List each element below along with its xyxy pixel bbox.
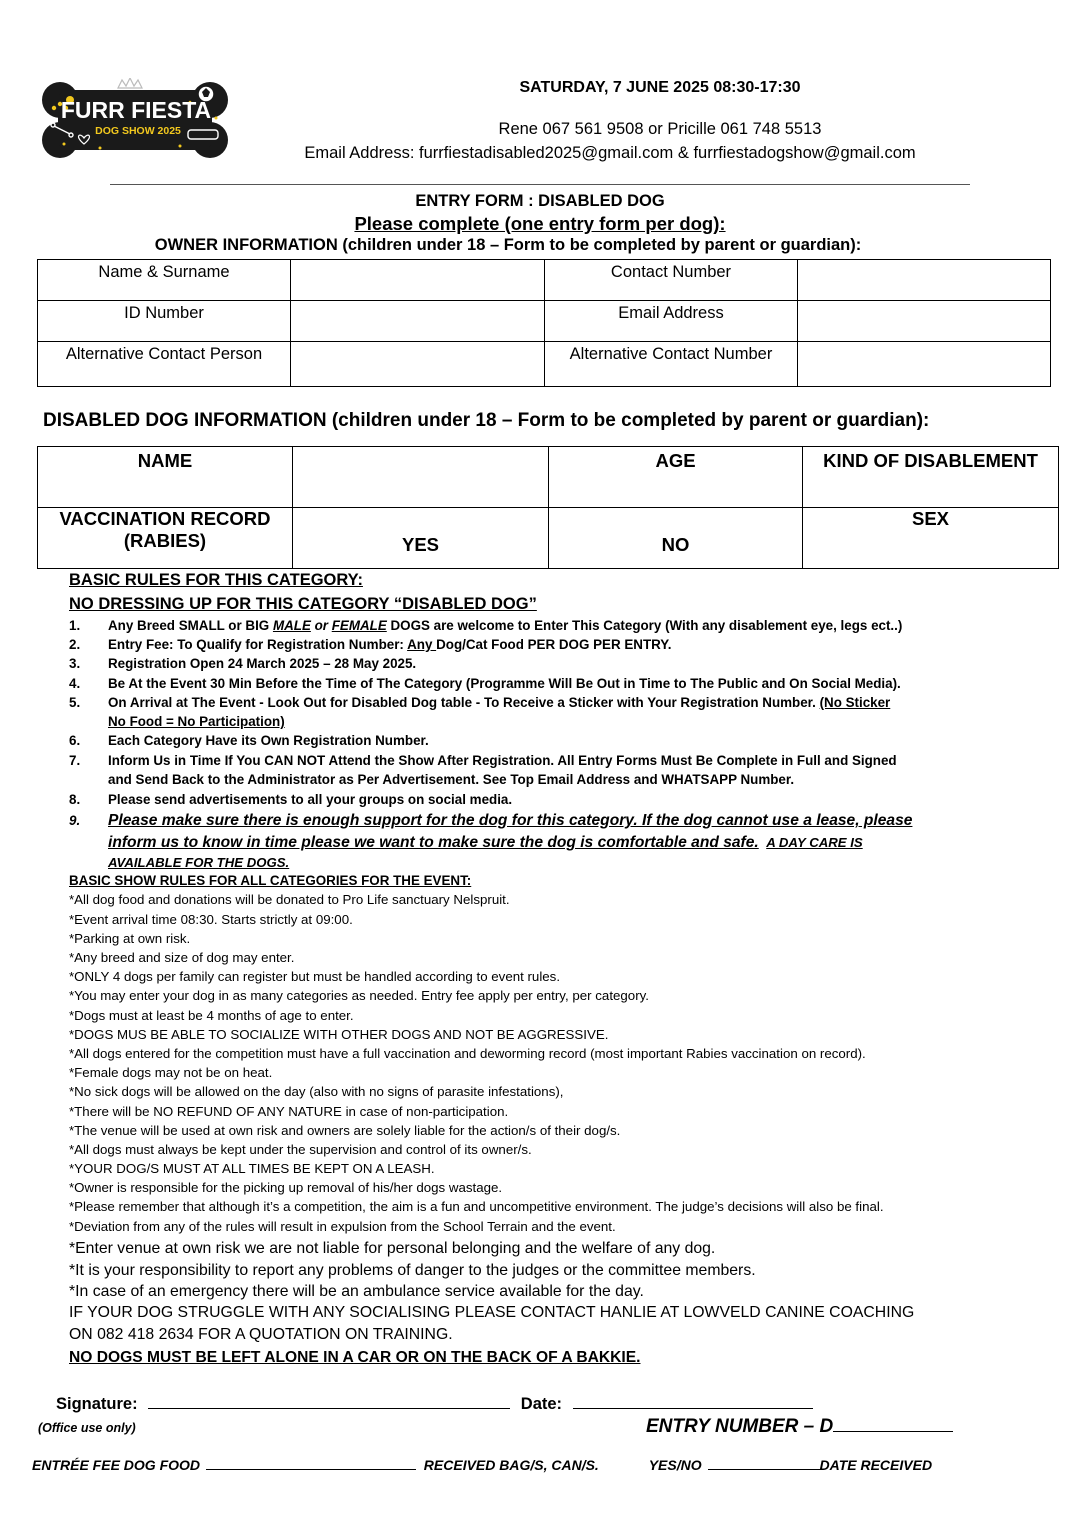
vaccination-label-line2: (RABIES) <box>123 530 207 551</box>
dog-name-label: NAME <box>38 447 293 508</box>
rule-number: 6. <box>69 733 81 748</box>
id-number-field[interactable] <box>291 301 545 342</box>
rule-text: On Arrival at The Event - Look Out for Disabled Dog table - To Receive a Sticker with Your Registration Number. (No Sticker <box>108 695 891 710</box>
event-date-time: SATURDAY, 7 JUNE 2025 08:30-17:30 <box>519 79 801 96</box>
show-rule-item: *The venue will be used at own risk and owners are solely liable for the action/s of their dog/s. <box>69 1123 621 1138</box>
alt-contact-person-label: Alternative Contact Person <box>38 342 291 387</box>
header-divider <box>110 184 970 185</box>
office-receipt-row <box>32 1457 932 1473</box>
rule-number: 7. <box>69 753 81 768</box>
alt-contact-number-field[interactable] <box>798 342 1051 387</box>
rule-number: 9. <box>69 813 81 828</box>
contact-number-label: Contact Number <box>545 260 798 301</box>
show-rule-item: *All dogs entered for the competition must have a full vaccination and deworming record (most important Rabies vaccination on record). <box>69 1046 866 1061</box>
vaccination-yes-option[interactable]: YES <box>293 508 549 569</box>
show-rule-item: *There will be NO REFUND OF ANY NATURE in case of non-participation. <box>69 1104 509 1119</box>
rule-text: Any Breed SMALL or BIG MALE or FEMALE DOGS are welcome to Enter This Category (With any disablement eye, legs ect..) <box>108 618 903 633</box>
show-rule-item: *In case of an emergency there will be an ambulance service available for the day. <box>69 1283 644 1300</box>
rule-text: Please make sure there is enough support for the dog for this category. If the dog cannot use a lease, please <box>108 812 913 829</box>
dog-sex-label: SEX <box>803 508 1059 569</box>
email-address-field[interactable] <box>798 301 1051 342</box>
rule-number: 4. <box>69 676 81 691</box>
owner-info-heading: OWNER INFORMATION (children under 18 – Form to be completed by parent or guardian): <box>154 236 862 254</box>
table-row <box>38 301 1051 342</box>
show-rule-item: *No sick dogs will be allowed on the day (also with no signs of parasite infestations), <box>69 1084 564 1099</box>
signature-label: Signature: <box>56 1395 138 1413</box>
vaccination-no-option[interactable]: NO <box>549 508 803 569</box>
show-rule-item: *Female dogs may not be on heat. <box>69 1065 273 1080</box>
name-surname-label: Name & Surname <box>38 260 291 301</box>
socialising-contact-line1: IF YOUR DOG STRUGGLE WITH ANY SOCIALISING PLEASE CONTACT HANLIE AT LOWVELD CANINE COACHING <box>69 1304 915 1321</box>
furr-fiesta-logo <box>40 78 230 164</box>
contact-number-field[interactable] <box>798 260 1051 301</box>
vaccination-record-label <box>38 508 293 569</box>
rule-text: Please send advertisements to all your groups on social media. <box>108 792 513 807</box>
rule-text: No Food = No Participation) <box>108 714 285 729</box>
email-address-label: Email Address <box>545 301 798 342</box>
yes-no-line[interactable] <box>708 1469 820 1470</box>
date-received-label: DATE RECEIVED <box>819 1457 933 1473</box>
rule-text: Each Category Have its Own Registration Number. <box>108 733 429 748</box>
logo-subtext: DOG SHOW 2025 <box>95 125 181 137</box>
name-surname-field[interactable] <box>291 260 545 301</box>
rule-text: Be At the Event 30 Min Before the Time of The Category (Programme Will Be Out in Time to The Public and On Social Media). <box>108 676 901 691</box>
show-rule-item: *It is your responsibility to report any problems of danger to the judges or the committee members. <box>69 1262 756 1279</box>
no-dogs-left-notice: NO DOGS MUST BE LEFT ALONE IN A CAR OR ON THE BACK OF A BAKKIE. <box>69 1349 641 1366</box>
alt-contact-person-field[interactable] <box>291 342 545 387</box>
show-rule-item: *Deviation from any of the rules will result in expulsion from the School Terrain and the event. <box>69 1219 616 1234</box>
dog-food-line[interactable] <box>206 1469 416 1470</box>
received-label: RECEIVED BAG/S, CAN/S. <box>423 1457 599 1473</box>
signature-row <box>56 1395 813 1414</box>
dog-age-label: AGE <box>549 447 803 508</box>
table-row <box>38 342 1051 387</box>
table-row <box>38 447 1059 508</box>
yes-no-label: YES/NO <box>648 1457 702 1473</box>
show-rule-item: *Enter venue at own risk we are not liable for personal belonging and the welfare of any dog. <box>69 1240 716 1257</box>
signature-line[interactable] <box>148 1408 510 1409</box>
show-rule-item: *DOGS MUS BE ABLE TO SOCIALIZE WITH OTHER DOGS AND NOT BE AGGRESSIVE. <box>69 1027 609 1042</box>
show-rule-item: *YOUR DOG/S MUST AT ALL TIMES BE KEPT ON A LEASH. <box>69 1161 435 1176</box>
category-rules-heading: BASIC RULES FOR THIS CATEGORY: <box>69 571 363 589</box>
no-dressing-heading: NO DRESSING UP FOR THIS CATEGORY “DISABLED DOG” <box>69 595 537 613</box>
rule-text: Registration Open 24 March 2025 – 28 May 2025. <box>108 656 417 671</box>
date-label: Date: <box>520 1395 563 1413</box>
disablement-kind-label: KIND OF DISABLEMENT <box>803 447 1059 508</box>
show-rule-item: *Owner is responsible for the picking up removal of his/her dogs wastage. <box>69 1180 503 1195</box>
rule-text: Entry Fee: To Qualify for Registration Number: Any Dog/Cat Food PER DOG PER ENTRY. <box>108 637 672 652</box>
entry-number-line[interactable] <box>833 1431 953 1432</box>
rule-number: 8. <box>69 792 81 807</box>
show-rule-item: *Parking at own risk. <box>69 931 191 946</box>
show-rule-item: *ONLY 4 dogs per family can register but must be handled according to event rules. <box>69 969 561 984</box>
date-line[interactable] <box>573 1408 813 1409</box>
show-rule-item: *Any breed and size of dog may enter. <box>69 950 295 965</box>
alt-contact-number-label: Alternative Contact Number <box>545 342 798 387</box>
entry-number-row <box>646 1416 953 1438</box>
table-row <box>38 508 1059 569</box>
dog-info-heading: DISABLED DOG INFORMATION (children under 18 – Form to be completed by parent or guardian): <box>43 410 930 431</box>
entry-number-label: ENTRY NUMBER – D <box>646 1416 834 1437</box>
rule-text: and Send Back to the Administrator as Per Advertisement. See Top Email Address and WHATSAPP Number. <box>108 772 795 787</box>
show-rule-item: *Dogs must at least be 4 months of age to enter. <box>69 1008 354 1023</box>
rule-text: inform us to know in time please we want to make sure the dog is comfortable and safe. A DAY CARE IS <box>108 834 863 851</box>
contact-phones: Rene 067 561 9508 or Pricille 061 748 5513 <box>498 120 822 138</box>
form-subtitle: Please complete (one entry form per dog): <box>354 213 726 234</box>
show-rule-item: *All dogs must always be kept under the supervision and control of its owner/s. <box>69 1142 532 1157</box>
rule-number: 2. <box>69 637 81 652</box>
owner-info-table <box>37 259 1051 387</box>
id-number-label: ID Number <box>38 301 291 342</box>
rule-number: 3. <box>69 656 81 671</box>
rule-text: Inform Us in Time If You CAN NOT Attend the Show After Registration. All Entry Forms Must Be Complete in Full and Signed <box>108 753 897 768</box>
show-rule-item: *All dog food and donations will be donated to Pro Life sanctuary Nelspruit. <box>69 892 510 907</box>
form-title: ENTRY FORM : DISABLED DOG <box>415 192 665 210</box>
show-rule-item: *You may enter your dog in as many categories as needed. Entry fee apply per entry, per category. <box>69 988 649 1003</box>
show-rule-item: *Event arrival time 08:30. Starts strictly at 09:00. <box>69 912 353 927</box>
show-rule-item: *Please remember that although it’s a competition, the aim is a fun and uncompetitive environment. The judge’s decisions will also be final. <box>69 1199 884 1214</box>
logo-text: FURR FIESTA <box>60 97 212 123</box>
dog-name-field[interactable] <box>293 447 549 508</box>
rule-text: AVAILABLE FOR THE DOGS. <box>108 855 290 870</box>
table-row <box>38 260 1051 301</box>
vaccination-label-line1: VACCINATION RECORD <box>59 508 271 529</box>
show-rules-heading: BASIC SHOW RULES FOR ALL CATEGORIES FOR THE EVENT: <box>69 873 472 888</box>
contact-emails: Email Address: furrfiestadisabled2025@gmail.com & furrfiestadogshow@gmail.com <box>304 144 916 162</box>
entree-fee-label: ENTRÉE FEE DOG FOOD <box>32 1457 201 1473</box>
rule-number: 5. <box>69 695 81 710</box>
dog-info-table <box>37 446 1059 569</box>
rule-number: 1. <box>69 618 81 633</box>
office-use-label: (Office use only) <box>38 1421 136 1435</box>
socialising-contact-line2: ON 082 418 2634 FOR A QUOTATION ON TRAINING. <box>69 1326 453 1343</box>
